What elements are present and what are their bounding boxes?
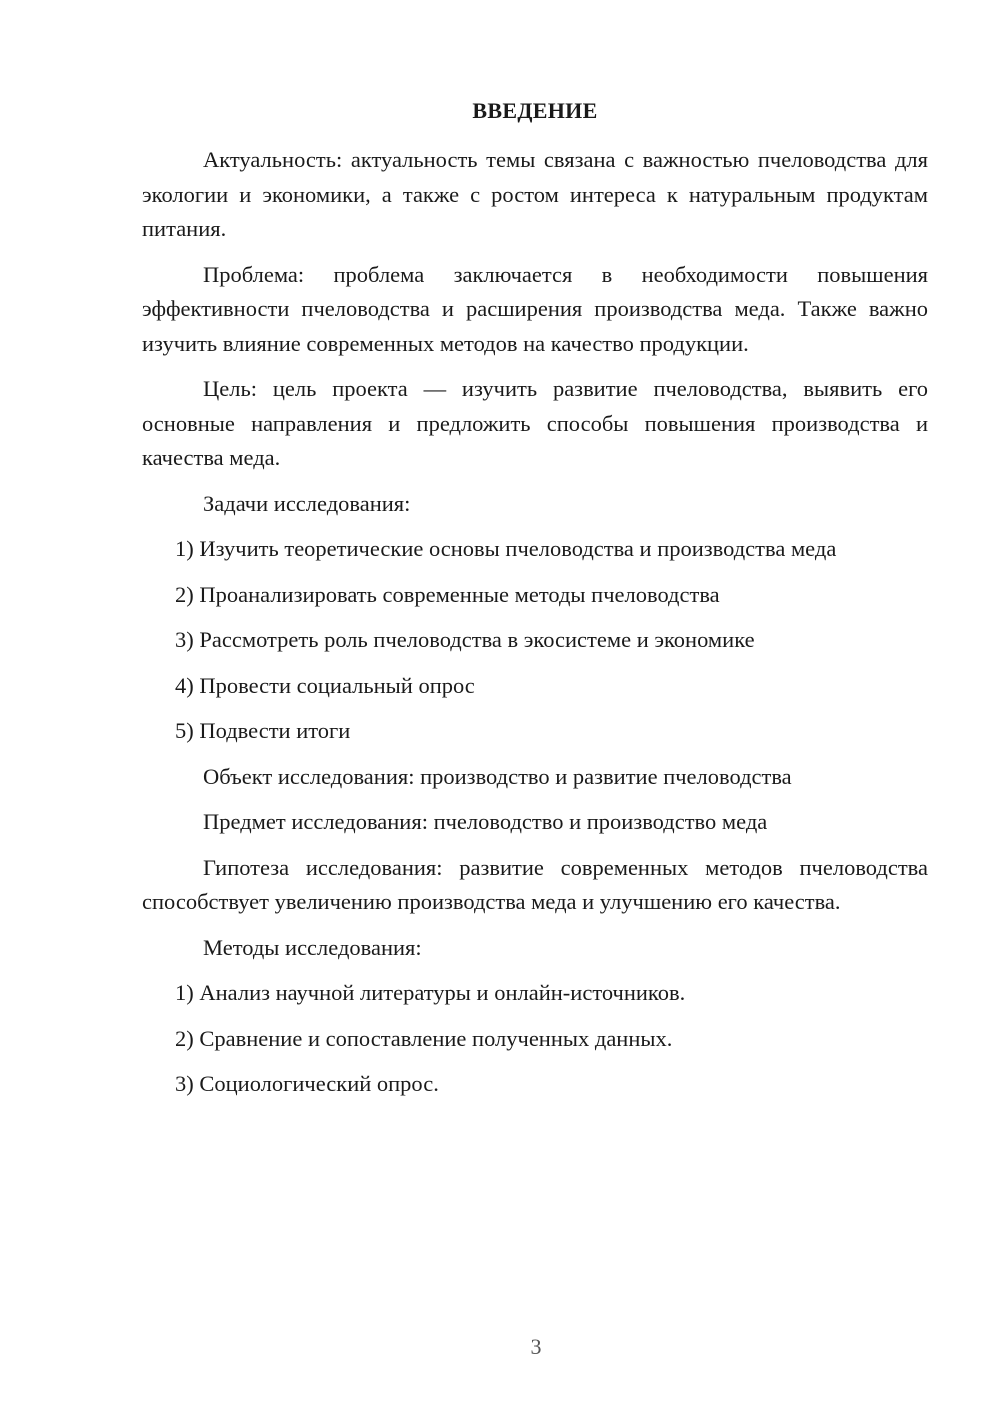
object-line: Объект исследования: производство и развитие пчеловодства	[203, 763, 792, 789]
subject-line: Предмет исследования: пчеловодство и производство меда	[203, 809, 768, 834]
methods-heading: Методы исследования:	[203, 934, 422, 960]
task-item: 4) Провести социальный опрос	[175, 672, 475, 698]
hypothesis-paragraph: Гипотеза исследования: развитие современных методов пчеловодства способствует увеличению производства меда и улучшению его качества.	[142, 854, 928, 914]
page-number: 3	[530, 1334, 542, 1359]
task-item: 1) Изучить теоретические основы пчеловодства и производства меда	[175, 536, 837, 561]
task-item: 3) Рассмотреть роль пчеловодства в экосистеме и экономике	[175, 627, 755, 652]
method-item: 1) Анализ научной литературы и онлайн-источников.	[175, 980, 686, 1005]
page-title: ВВЕДЕНИЕ	[472, 98, 598, 123]
document-body	[142, 143, 928, 1113]
method-item: 2) Сравнение и сопоставление полученных данных.	[175, 1025, 673, 1051]
problem-paragraph: Проблема: проблема заключается в необходимости повышения эффективности пчеловодства и расширения производства меда. Также важно изучить влияние современных методов на качество продукции.	[142, 261, 928, 356]
goal-paragraph: Цель: цель проекта — изучить развитие пчеловодства, выявить его основные направления и предложить способы повышения производства и качества меда.	[142, 376, 928, 470]
task-item: 2) Проанализировать современные методы пчеловодства	[175, 581, 720, 607]
method-item: 3) Социологический опрос.	[175, 1071, 439, 1096]
tasks-heading: Задачи исследования:	[203, 490, 411, 516]
task-item: 5) Подвести итоги	[175, 718, 351, 743]
relevance-paragraph: Актуальность: актуальность темы связана с важностью пчеловодства для экологии и экономики, а также с ростом интереса к натуральным продуктам питания.	[142, 147, 928, 241]
